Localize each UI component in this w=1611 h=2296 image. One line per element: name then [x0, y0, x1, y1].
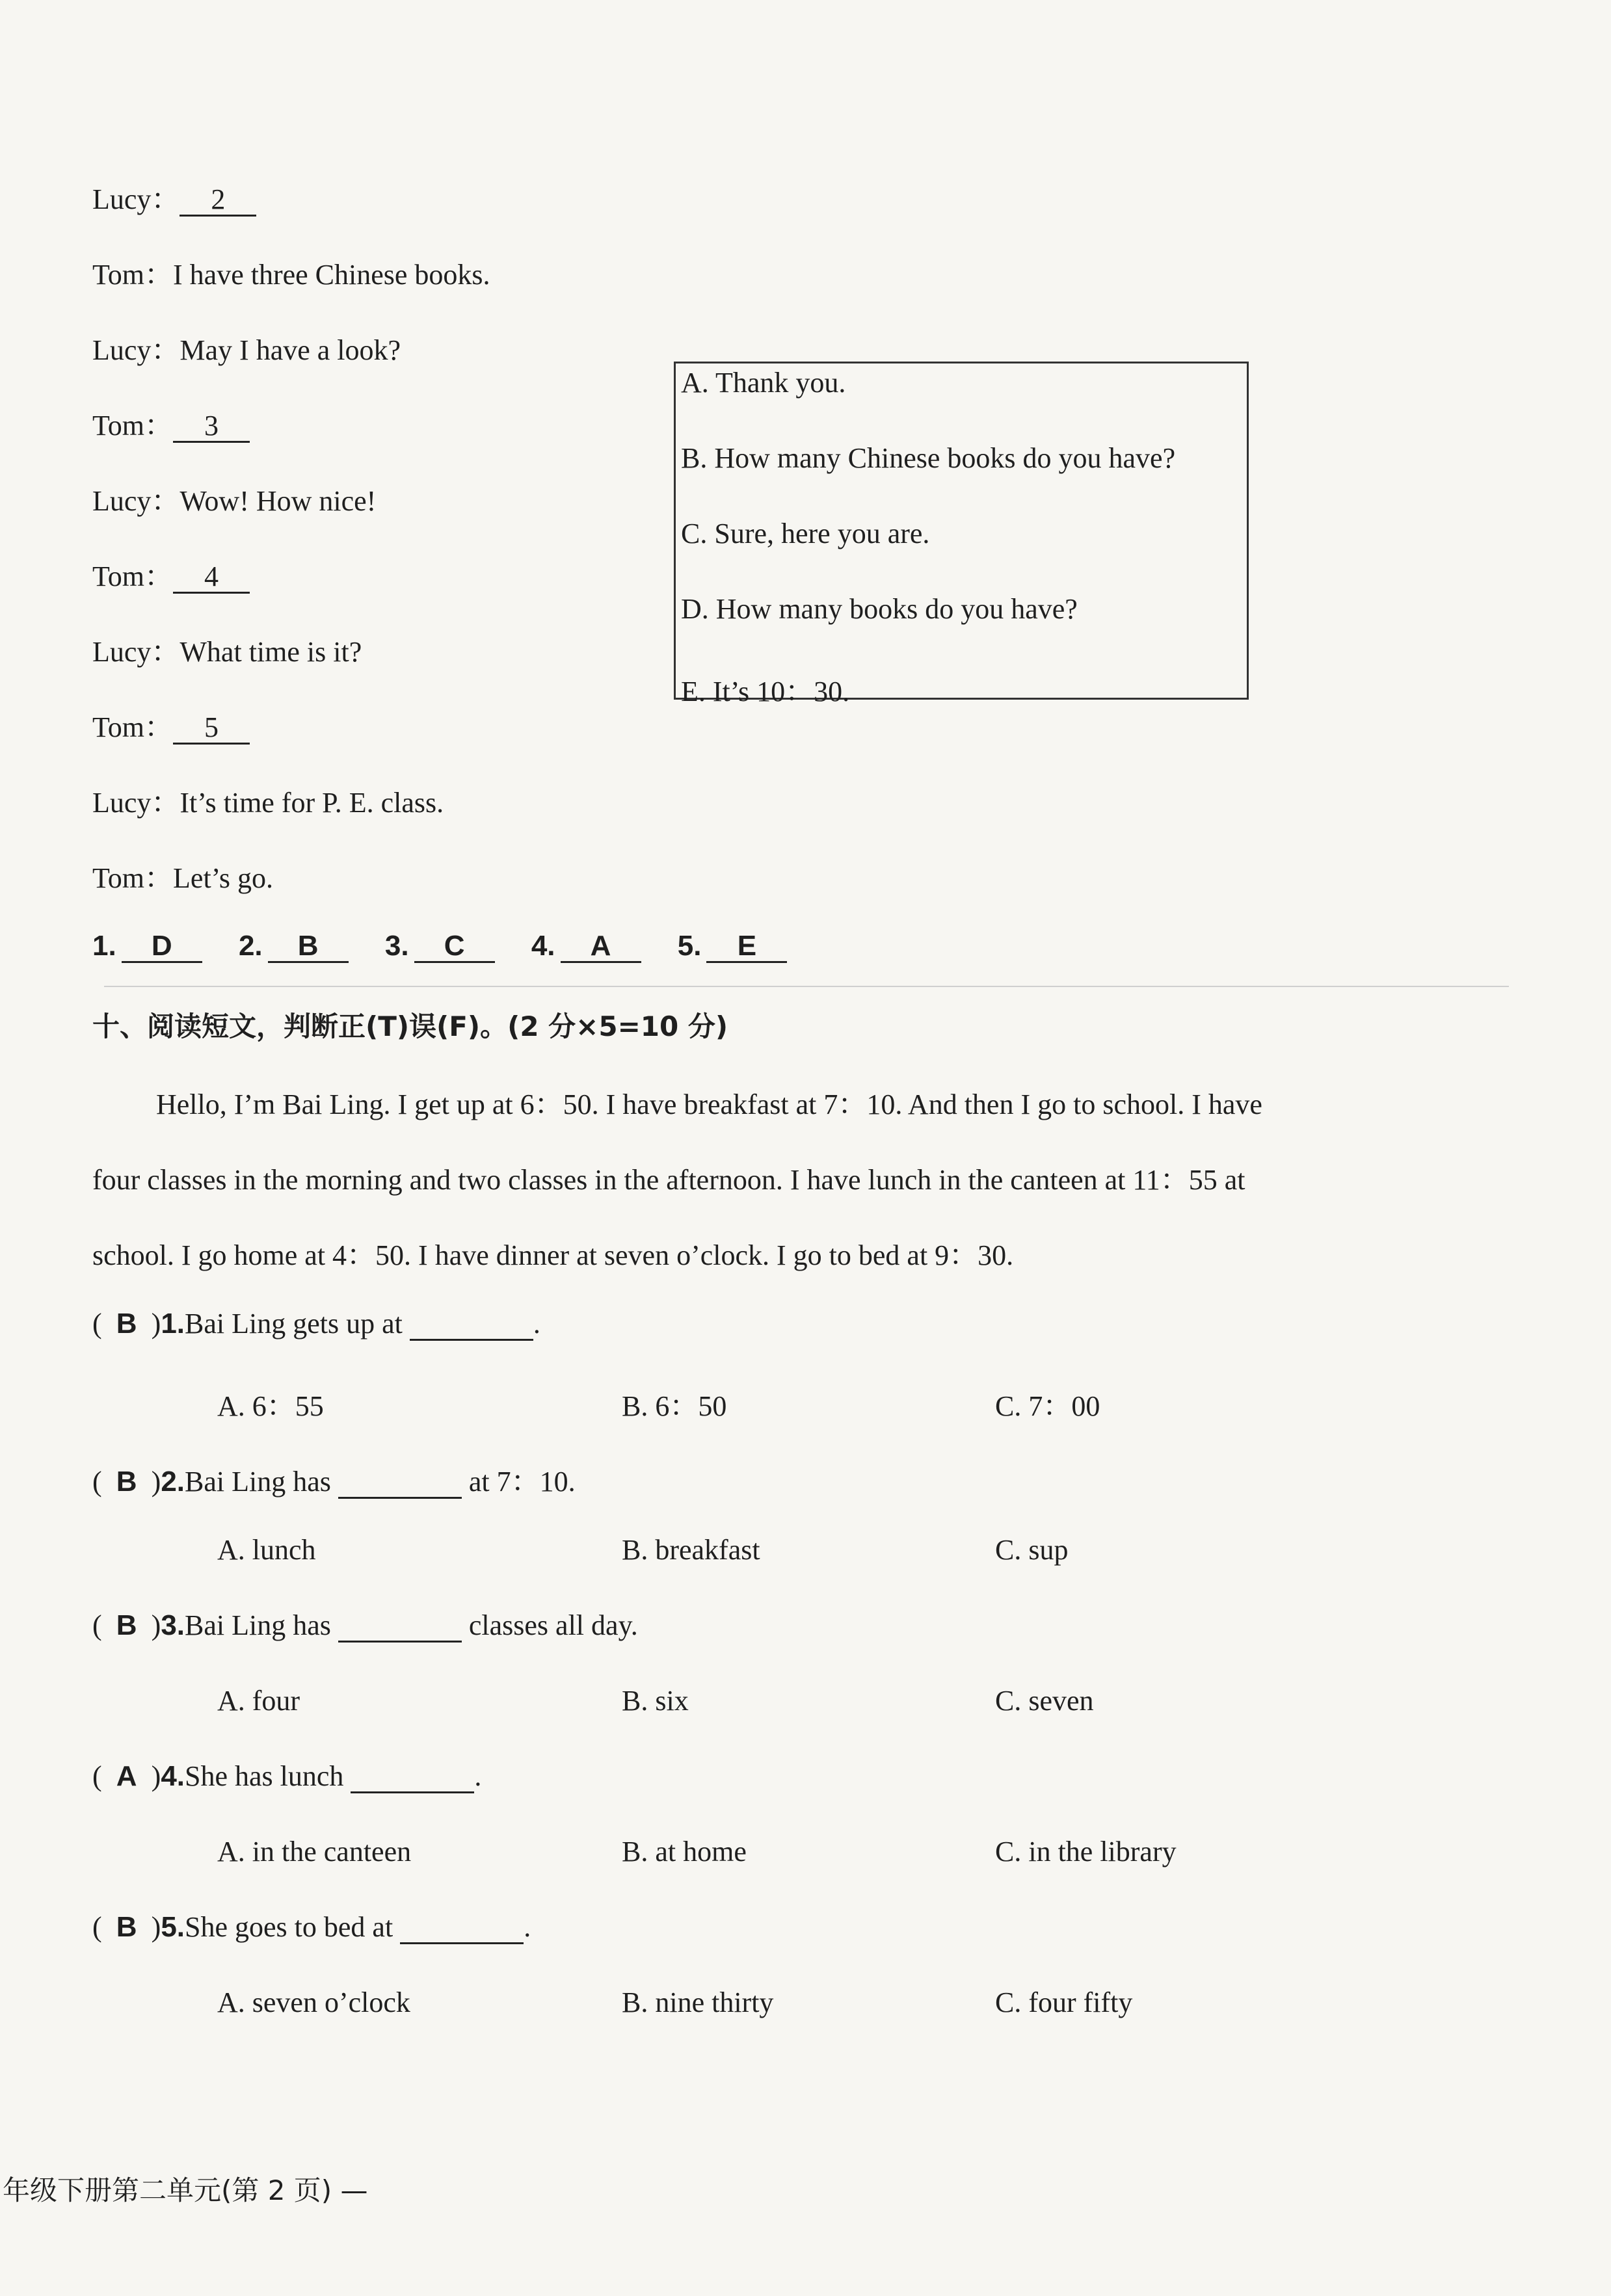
dialogue-line-7: Lucy：What time is it?	[92, 636, 362, 668]
passage-line-3: school. I go home at 4：50. I have dinner at seven o’clock. I go to bed at 9：30.	[92, 1239, 1014, 1271]
question-answer: B	[116, 1609, 137, 1641]
choice-a: A. in the canteen	[217, 1836, 412, 1867]
dialogue-line-2: Tom：I have three Chinese books.	[92, 259, 490, 291]
question-blank	[400, 1912, 524, 1944]
dialogue-line-1: Lucy： 2	[92, 176, 256, 217]
option-b: B. How many Chinese books do you have?	[681, 442, 1176, 474]
answer-row: 1. D 2. B 3. C 4. A 5. E	[92, 930, 787, 963]
question-3: ( B )3.Bai Ling has classes all day.	[92, 1609, 638, 1643]
choice-c: C. sup	[995, 1534, 1069, 1566]
answer-blank: A	[561, 931, 641, 963]
speaker: Lucy	[92, 334, 152, 366]
question-blank	[351, 1762, 474, 1793]
question-answer: B	[116, 1308, 137, 1339]
utterance: I have three Chinese books.	[173, 259, 490, 291]
speaker: Tom	[92, 711, 145, 743]
dialogue-line-5: Lucy：Wow! How nice!	[92, 485, 377, 517]
choice-c: C. 7：00	[995, 1390, 1100, 1422]
speaker: Tom	[92, 561, 145, 592]
answer-blank: 2	[180, 185, 256, 217]
question-2: ( B )2.Bai Ling has at 7：10.	[92, 1458, 576, 1499]
option-a: A. Thank you.	[681, 367, 846, 399]
question-blank	[338, 1611, 462, 1643]
choice-c: C. seven	[995, 1685, 1094, 1717]
choice-a: A. four	[217, 1685, 300, 1717]
options-box	[674, 362, 1249, 707]
choice-c: C. in the library	[995, 1836, 1177, 1867]
speaker: Tom	[92, 410, 145, 442]
question-answer: B	[116, 1466, 137, 1498]
choice-b: B. nine thirty	[622, 1986, 774, 2018]
speaker: Tom	[92, 259, 145, 291]
utterance: Wow! How nice!	[180, 485, 377, 517]
question-1: ( B )1.Bai Ling gets up at .	[92, 1307, 540, 1341]
dialogue-line-4: Tom： 3	[92, 402, 250, 443]
question-answer: B	[116, 1911, 137, 1943]
speaker: Lucy	[92, 636, 152, 668]
answer-blank: C	[414, 931, 495, 963]
speaker: Tom	[92, 862, 145, 894]
choice-b: B. at home	[622, 1836, 747, 1867]
page-footer: 年级下册第二单元(第 2 页) —	[3, 2174, 368, 2206]
section-heading: 十、阅读短文，判断正(T)误(F)。(2 分×5=10 分)	[92, 1010, 728, 1042]
utterance: It’s time for P. E. class.	[180, 787, 444, 819]
answer-blank: D	[122, 931, 202, 963]
dialogue-line-10: Tom：Let’s go.	[92, 862, 274, 894]
answer-blank: 3	[173, 411, 250, 443]
option-c: C. Sure, here you are.	[681, 518, 930, 549]
choice-b: B. six	[622, 1685, 689, 1717]
choice-a: A. lunch	[217, 1534, 316, 1566]
question-blank	[338, 1467, 462, 1499]
option-d: D. How many books do you have?	[681, 593, 1078, 625]
dialogue-line-6: Tom： 4	[92, 553, 250, 594]
utterance: May I have a look?	[180, 334, 401, 366]
passage-line-2: four classes in the morning and two classes in the afternoon. I have lunch in the canteen at 11：55 at	[92, 1164, 1245, 1196]
dialogue-line-8: Tom： 5	[92, 704, 250, 745]
utterance: What time is it?	[180, 636, 362, 668]
question-4: ( A )4.She has lunch .	[92, 1760, 481, 1793]
answer-blank: B	[268, 931, 349, 963]
question-answer: A	[116, 1760, 137, 1792]
utterance: Let’s go.	[173, 862, 274, 894]
answer-blank: 4	[173, 562, 250, 594]
choice-b: B. 6：50	[622, 1390, 727, 1422]
dialogue-line-9: Lucy：It’s time for P. E. class.	[92, 787, 444, 819]
choice-b: B. breakfast	[622, 1534, 760, 1566]
speaker: Lucy	[92, 183, 152, 215]
question-5: ( B )5.She goes to bed at .	[92, 1910, 531, 1944]
divider	[104, 986, 1509, 987]
speaker: Lucy	[92, 787, 152, 819]
choice-a: A. 6：55	[217, 1390, 324, 1422]
question-blank	[410, 1309, 533, 1341]
passage-line-1: Hello, I’m Bai Ling. I get up at 6：50. I have breakfast at 7：10. And then I go to school. I have	[156, 1089, 1262, 1120]
choice-c: C. four fifty	[995, 1986, 1133, 2018]
speaker: Lucy	[92, 485, 152, 517]
choice-a: A. seven o’clock	[217, 1986, 410, 2018]
answer-blank: E	[706, 931, 787, 963]
option-e: E. It’s 10：30.	[681, 676, 850, 707]
dialogue-line-3: Lucy：May I have a look?	[92, 334, 401, 366]
answer-blank: 5	[173, 713, 250, 745]
